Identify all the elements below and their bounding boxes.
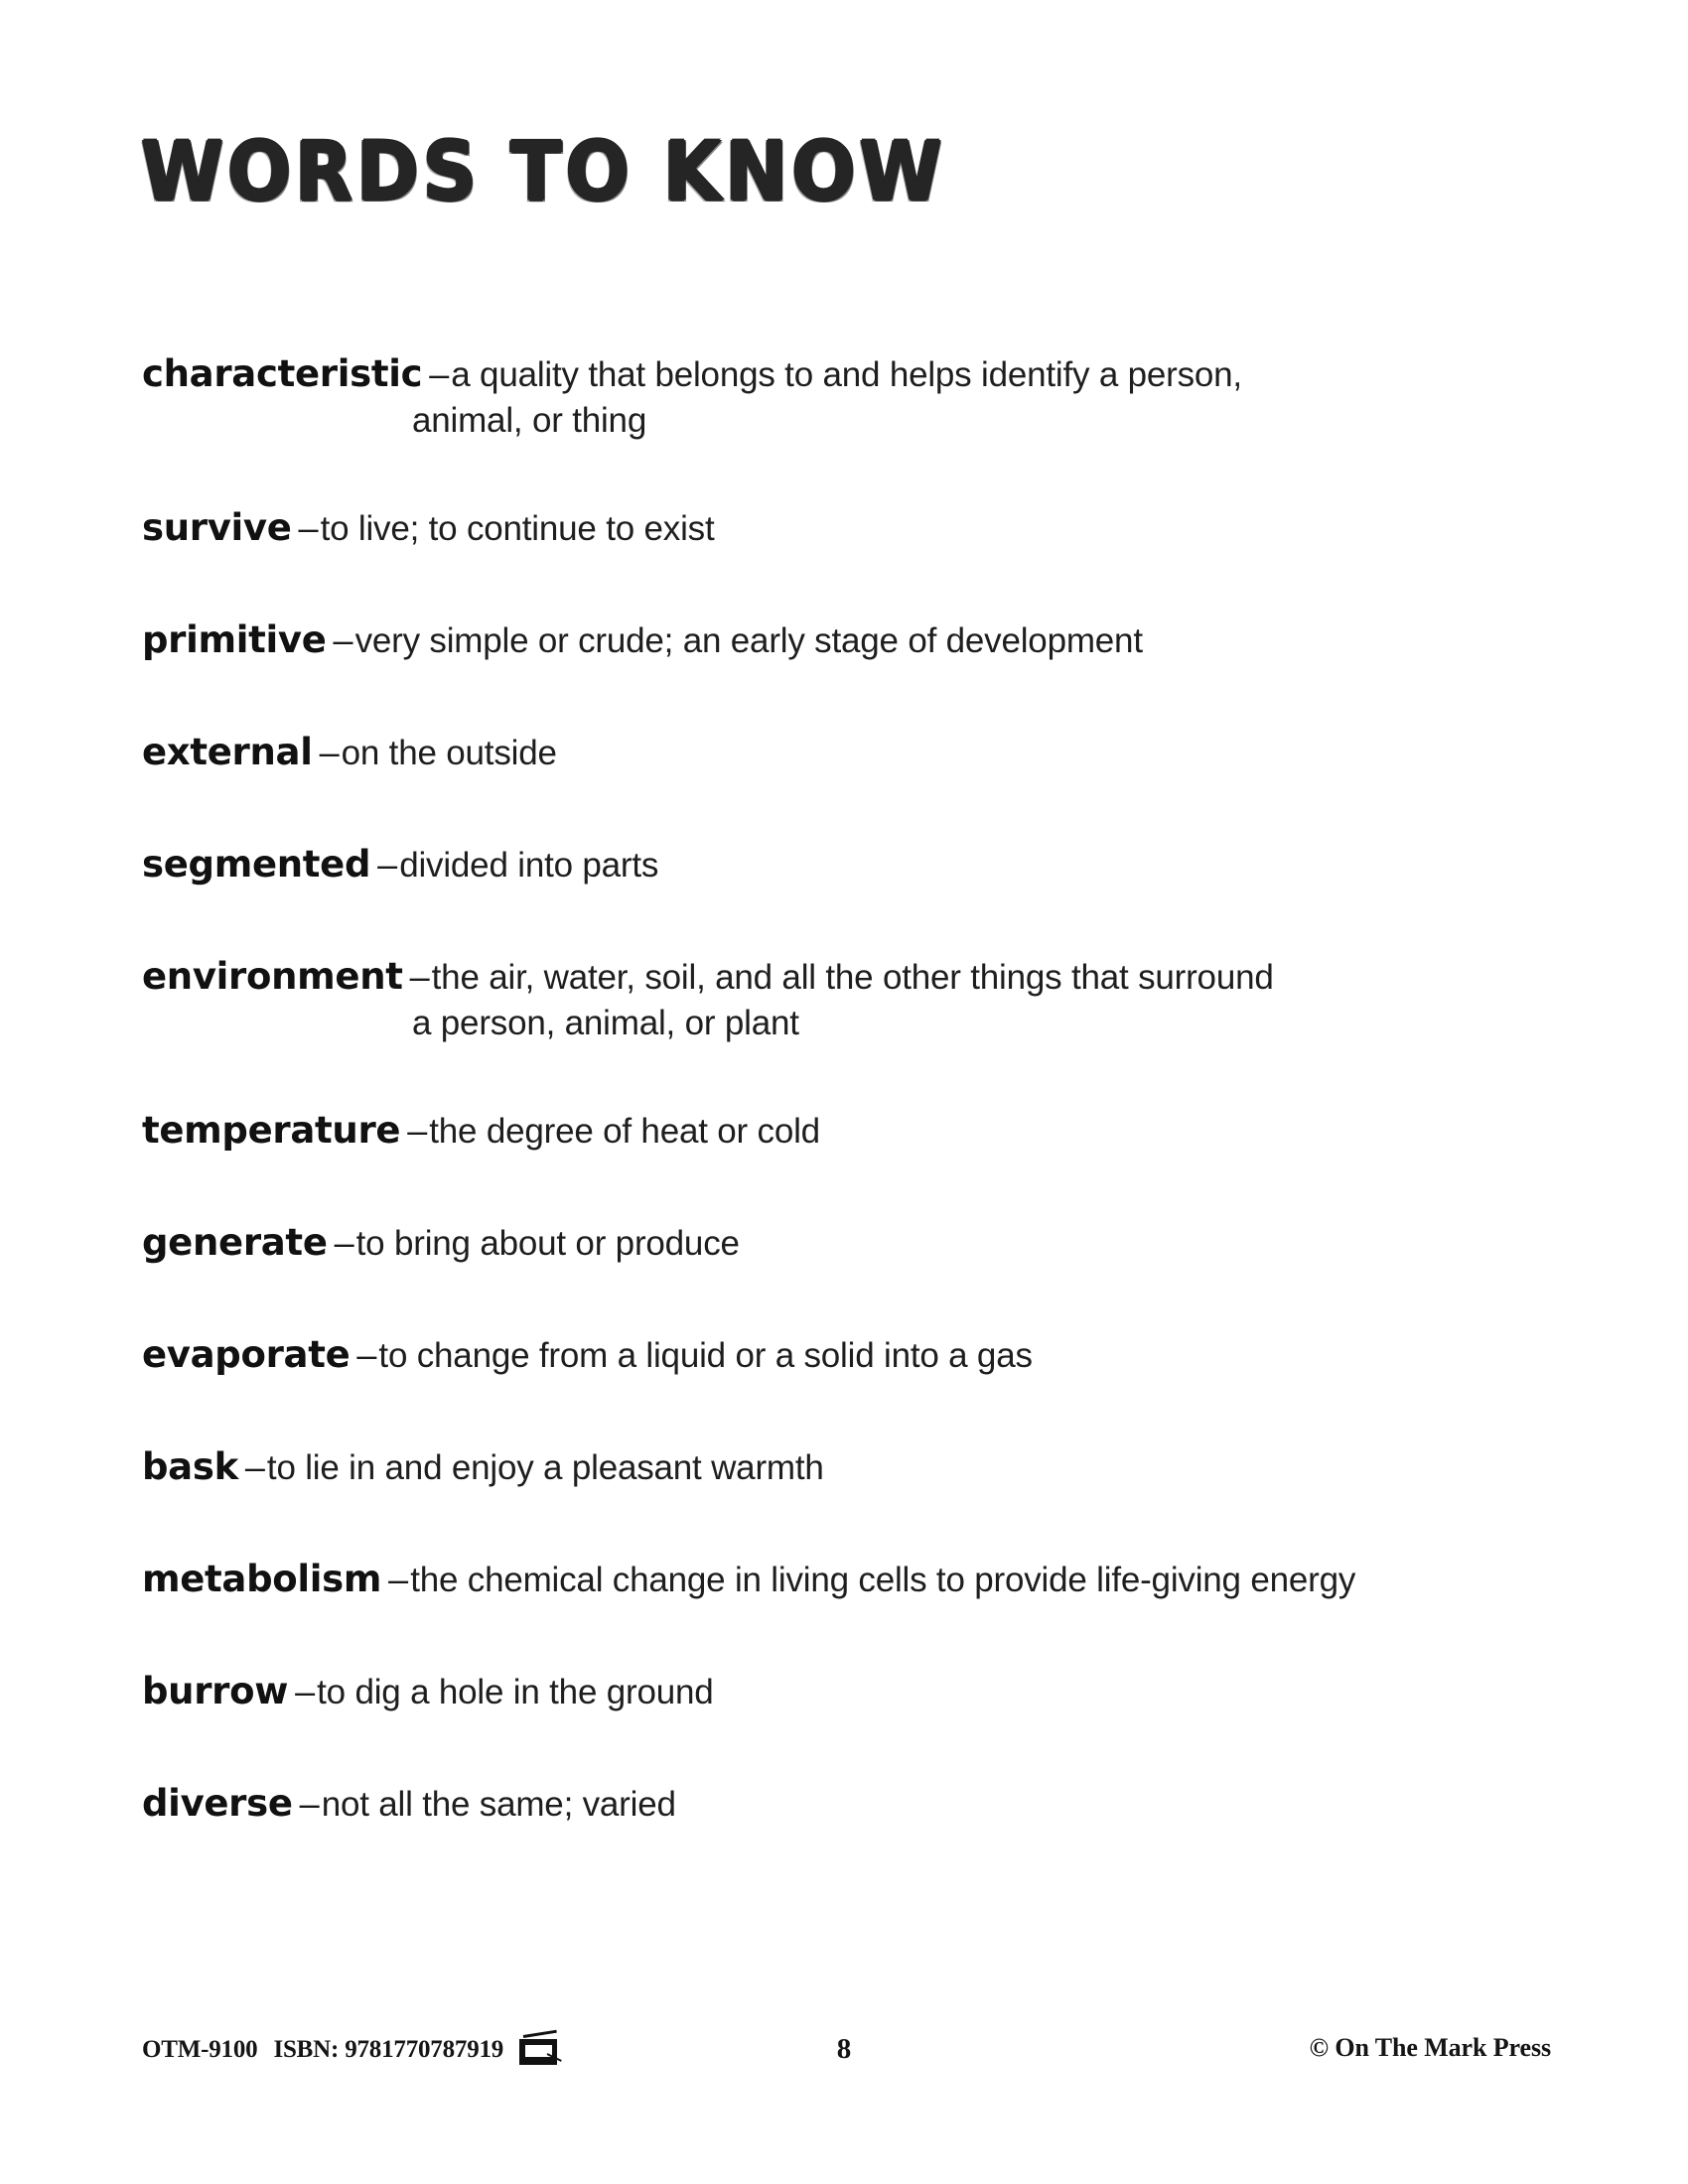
- glossary-definition: to lie in and enjoy a pleasant warmth: [266, 1448, 824, 1487]
- glossary-term: burrow: [142, 1670, 289, 1712]
- glossary-definition: a quality that belongs to and helps identify a person,: [451, 355, 1242, 394]
- glossary-definition: divided into parts: [399, 846, 659, 885]
- glossary-term: diverse: [142, 1782, 293, 1825]
- glossary-entry-line: [142, 1558, 1552, 1602]
- glossary-definition: the air, water, soil, and all the other things that surround: [431, 958, 1274, 997]
- glossary-entry-line: [142, 1445, 1552, 1490]
- page-number: 8: [836, 2033, 852, 2065]
- glossary-separator: –: [319, 732, 340, 772]
- glossary-entry-line: [142, 1782, 1552, 1827]
- glossary-entry-line: [142, 1221, 1552, 1266]
- glossary-separator: –: [295, 1671, 316, 1711]
- glossary-term: segmented: [142, 843, 371, 886]
- glossary-separator: –: [299, 1783, 320, 1824]
- glossary-separator: –: [429, 353, 450, 394]
- glossary-separator: –: [407, 1110, 428, 1151]
- glossary-entry: [142, 1558, 1552, 1670]
- glossary-separator: –: [334, 1222, 354, 1263]
- glossary-term: bask: [142, 1445, 238, 1488]
- copyright-notice: © On The Mark Press: [1309, 2033, 1551, 2062]
- glossary-entry-line: [142, 955, 1552, 1000]
- glossary-definition: the degree of heat or cold: [429, 1112, 820, 1151]
- glossary-entry: [142, 1221, 1552, 1333]
- glossary-definition: to bring about or produce: [355, 1224, 740, 1263]
- glossary-separator: –: [244, 1446, 265, 1487]
- glossary-separator: –: [356, 1334, 377, 1375]
- page-footer: [0, 2033, 1688, 2093]
- glossary-entry-line: [142, 618, 1552, 663]
- glossary-term: external: [142, 731, 313, 773]
- glossary-entry-line: [142, 1109, 1552, 1154]
- glossary-entry: [142, 1109, 1552, 1221]
- glossary-term: characteristic: [142, 352, 423, 395]
- glossary-entry: [142, 731, 1552, 843]
- glossary-entry-line: [142, 1670, 1552, 1714]
- glossary-term: environment: [142, 955, 403, 998]
- glossary-definition-continuation: animal, or thing: [412, 401, 647, 440]
- product-code: OTM-9100: [142, 2036, 258, 2063]
- glossary-entry: [142, 1670, 1552, 1782]
- glossary-definition: to dig a hole in the ground: [317, 1673, 714, 1711]
- page-title: WORDS TO KNOW: [141, 124, 946, 219]
- glossary-separator: –: [409, 956, 430, 997]
- glossary-list: [142, 352, 1552, 1894]
- glossary-separator: –: [377, 844, 398, 885]
- glossary-entry: [142, 1333, 1552, 1445]
- glossary-entry: [142, 1782, 1552, 1894]
- glossary-entry: [142, 352, 1552, 506]
- glossary-separator: –: [388, 1559, 409, 1599]
- glossary-term: generate: [142, 1221, 328, 1264]
- glossary-term: survive: [142, 506, 292, 549]
- glossary-term: primitive: [142, 618, 327, 661]
- glossary-entry: [142, 1445, 1552, 1558]
- glossary-term: evaporate: [142, 1333, 351, 1376]
- glossary-term: metabolism: [142, 1558, 382, 1600]
- glossary-definition-continuation: a person, animal, or plant: [412, 1004, 799, 1042]
- glossary-definition: to change from a liquid or a solid into a gas: [378, 1336, 1033, 1375]
- glossary-definition: on the outside: [341, 734, 557, 772]
- isbn-text: ISBN: 9781770787919: [273, 2036, 504, 2063]
- glossary-definition: the chemical change in living cells to provide life-giving energy: [410, 1561, 1356, 1599]
- glossary-entry: [142, 506, 1552, 618]
- glossary-definition: not all the same; varied: [321, 1785, 676, 1824]
- glossary-entry-line: [142, 506, 1552, 551]
- glossary-entry: [142, 618, 1552, 731]
- glossary-term: temperature: [142, 1109, 401, 1152]
- glossary-entry-line: [142, 731, 1552, 775]
- glossary-entry-line: [142, 1333, 1552, 1378]
- glossary-entry: [142, 955, 1552, 1109]
- glossary-separator: –: [333, 619, 353, 660]
- glossary-entry-line: [142, 843, 1552, 887]
- glossary-entry: [142, 843, 1552, 955]
- glossary-separator: –: [298, 507, 319, 548]
- glossary-definition: very simple or crude; an early stage of development: [354, 621, 1143, 660]
- glossary-definition: to live; to continue to exist: [320, 509, 715, 548]
- glossary-entry-line: [142, 352, 1552, 397]
